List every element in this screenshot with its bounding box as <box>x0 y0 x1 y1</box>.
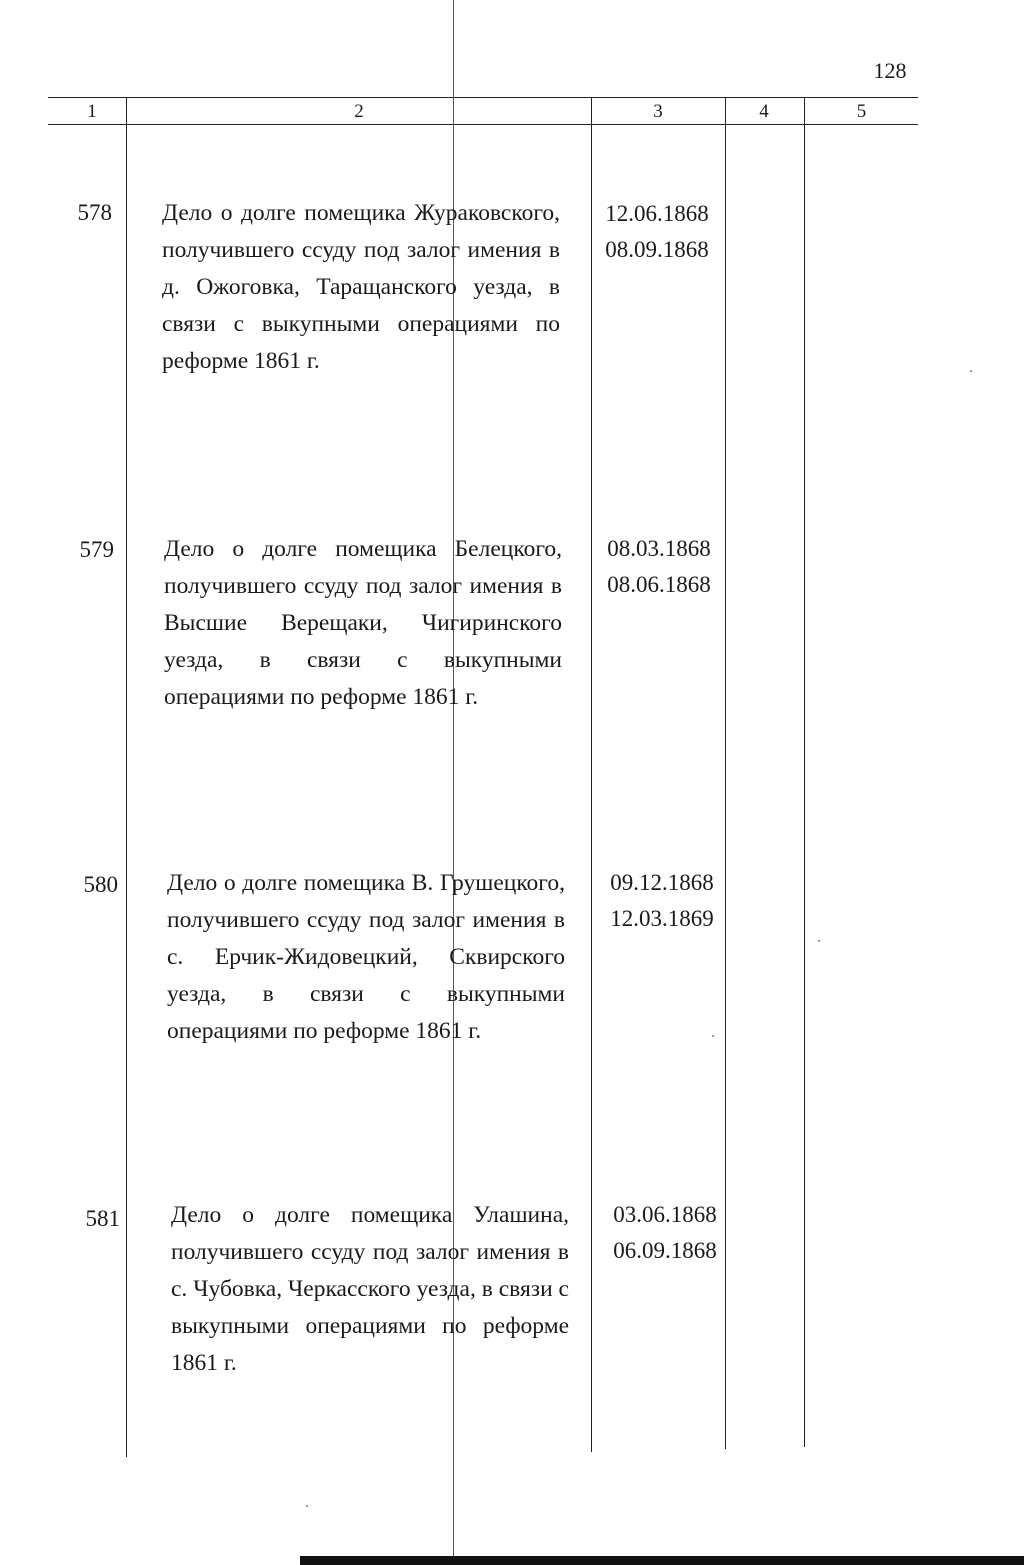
record-end-date: 08.06.1868 <box>607 572 711 597</box>
column-header-1: 1 <box>87 101 97 122</box>
record-end-date: 06.09.1868 <box>613 1238 717 1263</box>
scan-speck <box>970 370 972 372</box>
scan-edge-bar <box>300 1556 1024 1565</box>
record-start-date: 08.03.1868 <box>607 536 711 561</box>
column-header-3: 3 <box>653 101 663 122</box>
record-number: 579 <box>79 537 114 562</box>
column-divider-4 <box>804 97 805 1447</box>
record-title: Дело о долге помещика Жураковского, получившего ссуду под залог имения в д. Ожоговка, Таращанского уезда, в связи с выкупными операциями по реформе 1861 г. <box>162 200 560 374</box>
column-divider-1 <box>126 97 127 1457</box>
record-end-date: 08.09.1868 <box>605 237 709 262</box>
scan-speck <box>306 1505 308 1507</box>
column-divider-2 <box>591 97 592 1452</box>
header-bottom-rule <box>48 124 918 125</box>
scan-speck <box>818 940 820 942</box>
scan-speck <box>712 1035 714 1037</box>
header-top-rule <box>48 97 918 98</box>
record-number: 581 <box>85 1206 120 1231</box>
record-start-date: 12.06.1868 <box>605 201 709 226</box>
record-end-date: 12.03.1869 <box>610 906 714 931</box>
record-number: 578 <box>77 200 112 225</box>
column-header-5: 5 <box>856 101 867 122</box>
column-header-2: 2 <box>354 101 364 122</box>
record-title: Дело о долге помещика В. Грушецкого, получившего ссуду под залог имения в с. Ерчик-Жидовецкий, Сквирского уезда, в связи с выкупными операциями по реформе 1861 г. <box>167 870 565 1044</box>
page-number: 128 <box>873 58 907 83</box>
column-header-4: 4 <box>759 101 769 122</box>
record-number: 580 <box>83 872 118 897</box>
record-start-date: 03.06.1868 <box>613 1202 717 1227</box>
record-title: Дело о долге помещика Белецкого, получившего ссуду под залог имения в Высшие Верещаки, Чигиринского уезда, в связи с выкупными операциями по реформе 1861 г. <box>164 536 562 710</box>
record-title: Дело о долге помещика Улашина, получившего ссуду под залог имения в с. Чубовка, Черкасского уезда, в связи с выкупными операциями по реформе 1861 г. <box>171 1202 569 1376</box>
record-start-date: 09.12.1868 <box>610 870 714 895</box>
